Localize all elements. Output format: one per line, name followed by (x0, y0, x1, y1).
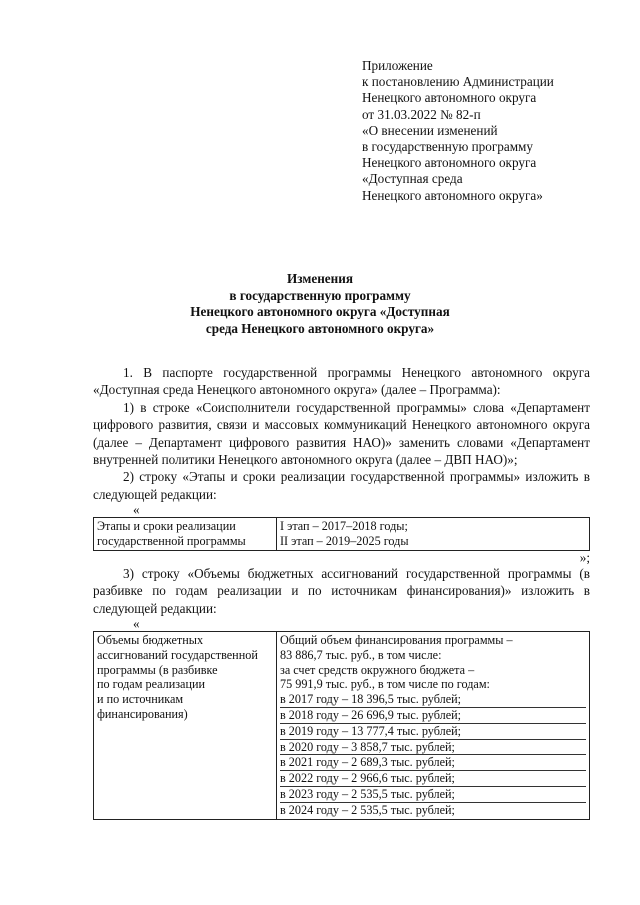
cell-line: 83 886,7 тыс. руб., в том числе: (280, 647, 442, 662)
quote-open-mark: « (133, 502, 140, 518)
quote-open-mark: « (133, 616, 140, 632)
paragraph-1-2: 2) строку «Этапы и сроки реализации государственной программы» изложить в следующей редакции: (93, 469, 590, 502)
year-line: в 2022 году – 2 966,6 тыс. рублей; (280, 771, 586, 787)
year-line: в 2021 году – 2 689,3 тыс. рублей; (280, 755, 586, 771)
appendix-line: Ненецкого автономного округа (362, 90, 537, 106)
title-line: Ненецкого автономного округа «Доступная (190, 304, 450, 320)
appendix-line: к постановлению Администрации (362, 74, 554, 90)
appendix-line: в государственную программу (362, 139, 533, 155)
table-row (94, 632, 590, 820)
document-title (0, 271, 640, 337)
year-line: в 2024 году – 2 535,5 тыс. рублей; (280, 802, 455, 817)
cell-line: 75 991,9 тыс. руб., в том числе по годам: (280, 677, 490, 692)
year-line: в 2019 году – 13 777,4 тыс. рублей; (280, 724, 586, 740)
appendix-line: Приложение (362, 58, 433, 73)
cell-line: Объемы бюджетных (97, 633, 204, 648)
appendix-line: «О внесении изменений (362, 122, 498, 138)
title-line: в государственную программу (229, 287, 411, 303)
appendix-line: Ненецкого автономного округа (362, 155, 537, 171)
cell-line: государственной программы (97, 534, 246, 549)
title-line: Изменения (287, 271, 353, 286)
cell-line: I этап – 2017–2018 годы; (280, 519, 408, 534)
stages-value-cell (277, 518, 590, 551)
cell-line: Общий объем финансирования программы – (280, 633, 513, 648)
cell-line: II этап – 2019–2025 годы (280, 534, 409, 549)
appendix-line: Ненецкого автономного округа» (362, 187, 543, 203)
cell-line: программы (в разбивке (97, 662, 218, 677)
quote-close-mark: »; (579, 549, 590, 565)
funding-label-cell (94, 632, 277, 820)
document-body (93, 364, 590, 820)
table-row (94, 518, 590, 551)
year-line: в 2023 году – 2 535,5 тыс. рублей; (280, 787, 586, 803)
paragraph-1: 1. В паспорте государственной программы Ненецкого автономного округа «Доступная среда Ненецкого автономного округа» (далее – Программа): (93, 365, 590, 398)
cell-line: финансирования) (97, 707, 188, 722)
stages-label-cell (94, 518, 277, 551)
title-line: среда Ненецкого автономного округа» (205, 320, 435, 336)
appendix-header (362, 58, 622, 204)
stages-table (93, 517, 590, 551)
year-line: в 2017 году – 18 396,5 тыс. рублей; (280, 692, 586, 708)
year-line: в 2020 году – 3 858,7 тыс. рублей; (280, 740, 586, 756)
cell-line: ассигнований государственной (97, 647, 258, 662)
cell-line: Этапы и сроки реализации (97, 519, 236, 534)
funding-table (93, 631, 590, 820)
paragraph-1-1: 1) в строке «Соисполнители государственной программы» слова «Департамент цифрового развития, связи и массовых коммуникаций Ненецкого автономного округа (далее – Департамент цифрового развития НАО)» заменить словами «Департамент внутренней политики Ненецкого автономного округа (далее – ДВП НАО)»; (93, 399, 590, 468)
cell-line: за счет средств окружного бюджета – (280, 662, 475, 677)
appendix-line: «Доступная среда (362, 171, 463, 187)
funding-value-cell (277, 632, 590, 820)
cell-line: и по источникам (97, 692, 184, 707)
year-line: в 2018 году – 26 696,9 тыс. рублей; (280, 708, 586, 724)
appendix-line: от 31.03.2022 № 82-п (362, 106, 481, 122)
cell-line: по годам реализации (97, 677, 206, 692)
paragraph-1-3: 3) строку «Объемы бюджетных ассигнований государственной программы (в разбивке по годам реализации и по источникам финансирования)» изложить в следующей редакции: (93, 565, 590, 616)
